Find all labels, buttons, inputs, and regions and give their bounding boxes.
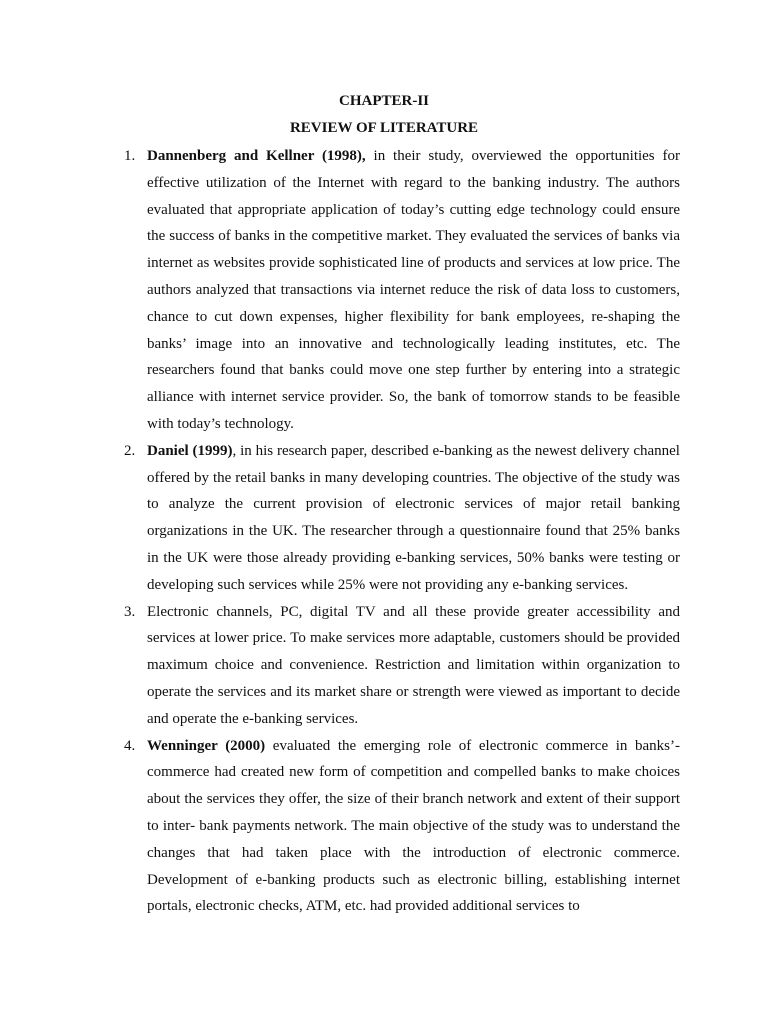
section-title: REVIEW OF LITERATURE xyxy=(289,120,479,136)
chapter-title: CHAPTER-II xyxy=(338,93,429,109)
item-text: in their study, overviewed the opportunities for effective utilization of the Internet with regard to the banking industry. The authors evaluated that appropriate application of today’s cutting edge technology could ensure the success of banks in the competitive market. They evaluated the services of banks via internet as websites provide sophisticated line of products and services at low price. The authors analyzed that transactions via internet reduce the risk of data loss to customers, chance to cut down expenses, higher flexibility for bank employees, re-shaping the banks’ image into an innovative and technologically leading institutes, etc. The researchers found that banks could move one step further by entering into a strategic alliance with internet service provider. So, the bank of tomorrow stands to be feasible with today’s technology. xyxy=(147,148,680,432)
review-item-1 xyxy=(120,143,680,438)
item-number: 4. xyxy=(124,737,136,754)
review-item-3 xyxy=(120,599,680,733)
item-number: 1. xyxy=(124,148,136,164)
item-author: Wenninger (2000) xyxy=(147,737,266,754)
literature-review-list xyxy=(120,143,680,920)
item-text: Electronic channels, PC, digital TV and all these provide greater accessibility and services at lower price. To make services more adaptable, customers should be provided maximum choice and convenience. Restriction and limitation within organization to operate the services and its market share or strength were viewed as important to decide and operate the e-banking services. xyxy=(147,603,680,727)
review-item-4 xyxy=(120,733,680,921)
item-author: Dannenberg and Kellner (1998), xyxy=(147,148,366,164)
item-text: , in his research paper, described e-banking as the newest delivery channel offered by the retail banks in many developing countries. The objective of the study was to analyze the current provision of electronic services of major retail banking organizations in the UK. The researcher through a questionnaire found that 25% banks in the UK were those already providing e-banking services, 50% banks were testing or developing such services while 25% were not providing any e-banking services. xyxy=(147,442,680,593)
item-author: Daniel (1999) xyxy=(147,442,233,459)
item-number: 2. xyxy=(124,442,136,459)
item-text: evaluated the emerging role of electronic commerce in banks’- commerce had created new form of competition and compelled banks to make choices about the services they offer, the size of their branch network and extent of their support to inter- bank payments network. The main objective of the study was to understand the changes that had taken place with the introduction of electronic commerce. Development of e-banking products such as electronic billing, establishing internet portals, electronic checks, ATM, etc. had provided additional services to xyxy=(147,737,680,915)
item-number: 3. xyxy=(124,603,136,620)
review-item-2 xyxy=(120,438,680,599)
